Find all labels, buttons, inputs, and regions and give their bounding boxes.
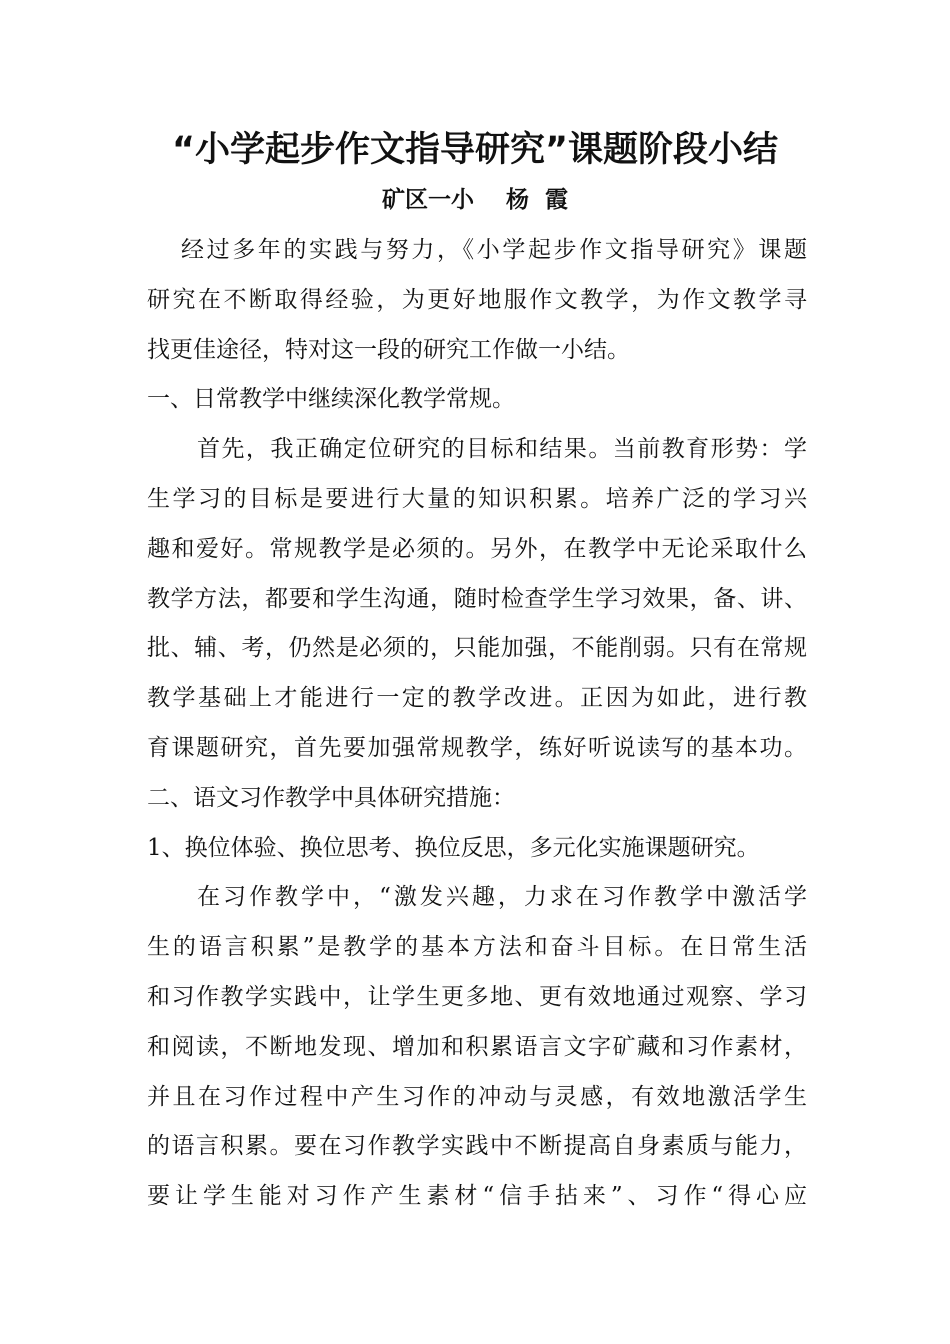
paragraph-line: 和习作教学实践中，让学生更多地、更有效地通过观察、学习 (147, 983, 807, 1010)
paragraph-line: 批、辅、考，仍然是必须的，只能加强，不能削弱。只有在常规 (147, 635, 807, 662)
paragraph-line: 在习作教学中，“激发兴趣，力求在习作教学中激活学 (197, 884, 807, 911)
paragraph-line: 和阅读，不断地发现、增加和积累语言文字矿藏和习作素材， (147, 1033, 807, 1060)
subsection-heading: 1、换位体验、换位思考、换位反思，多元化实施课题研究。 (147, 834, 760, 861)
paragraph-line: 生学习的目标是要进行大量的知识积累。培养广泛的学习兴 (147, 485, 807, 512)
paragraph-line: 生的语言积累”是教学的基本方法和奋斗目标。在日常生活 (147, 934, 807, 961)
paragraph-line: 研究在不断取得经验，为更好地服作文教学，为作文教学寻 (147, 286, 807, 313)
paragraph-line: 教学方法，都要和学生沟通，随时检查学生学习效果，备、讲、 (147, 585, 807, 612)
document-author: 矿区一小 杨 霞 (381, 187, 569, 213)
paragraph-line: 经过多年的实践与努力，《小学起步作文指导研究》课题 (181, 237, 807, 263)
paragraph-line: 的语言积累。要在习作教学实践中不断提高自身素质与能力， (147, 1133, 807, 1160)
paragraph-line: 找更佳途径，特对这一段的研究工作做一小结。 (147, 336, 630, 363)
paragraph-line: 教学基础上才能进行一定的教学改进。正因为如此，进行教 (147, 685, 807, 712)
section-heading: 二、语文习作教学中具体研究措施： (147, 784, 515, 811)
document-title: “小学起步作文指导研究”课题阶段小结 (171, 130, 778, 170)
paragraph-line: 育课题研究，首先要加强常规教学，练好听说读写的基本功。 (147, 734, 807, 761)
paragraph-line: 趣和爱好。常规教学是必须的。另外，在教学中无论采取什么 (147, 535, 807, 562)
section-heading: 一、日常教学中继续深化教学常规。 (147, 386, 515, 413)
paragraph-line: 首先，我正确定位研究的目标和结果。当前教育形势：学 (197, 436, 807, 463)
paragraph-line: 并且在习作过程中产生习作的冲动与灵感，有效地激活学生 (147, 1083, 807, 1110)
document-body (147, 226, 807, 1222)
paragraph-line: 要让学生能对习作产生素材“信手拈来”、习作“得心应 (147, 1183, 807, 1210)
